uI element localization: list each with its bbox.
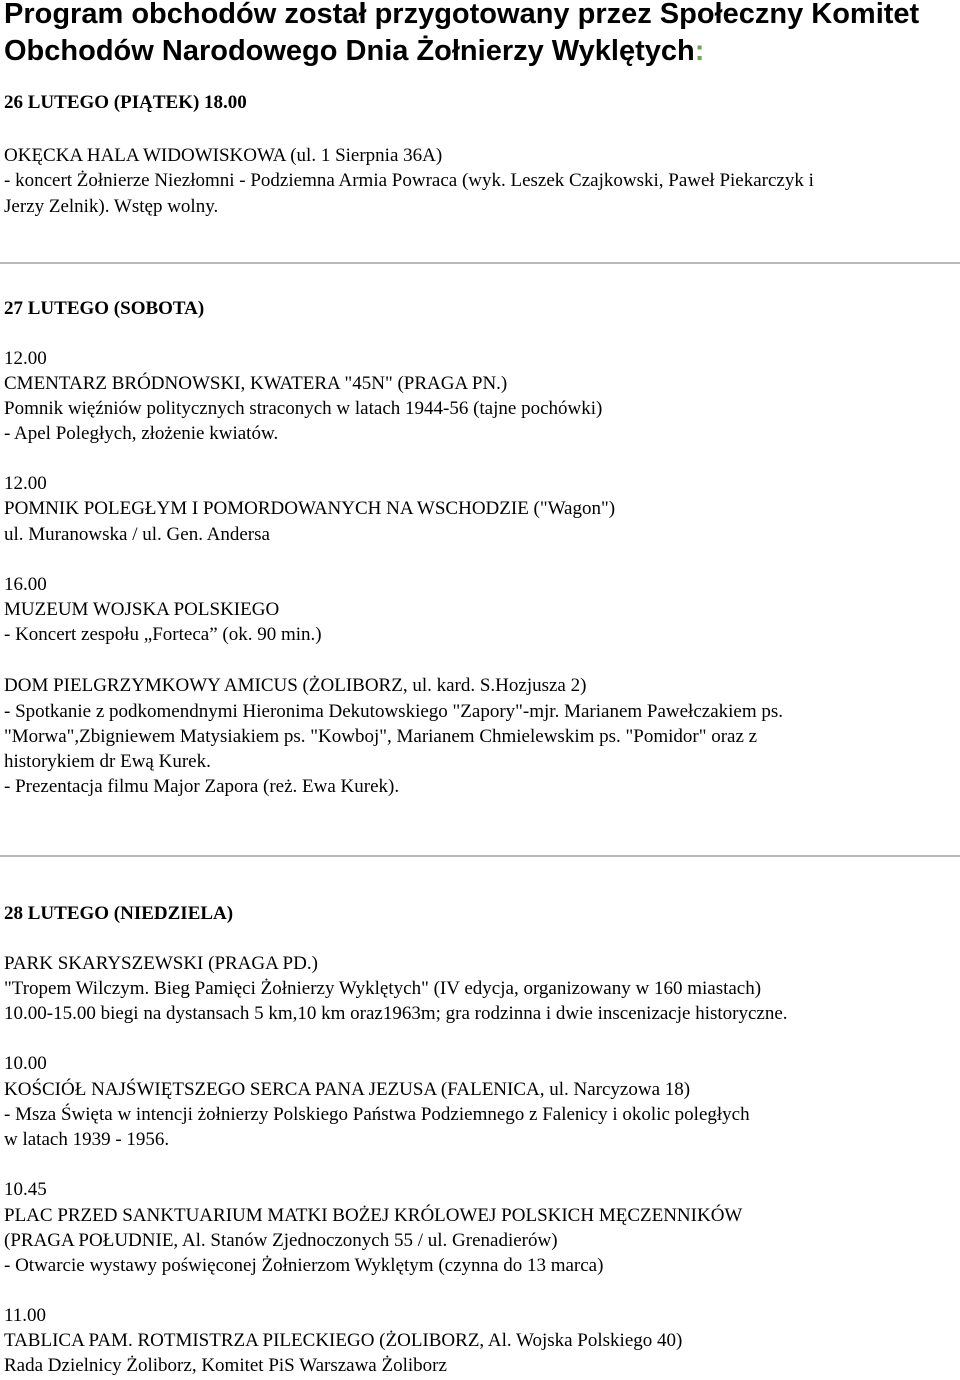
event-description-line: Pomnik więźniów politycznych straconych w latach 1944-56 (tajne pochówki) (4, 398, 603, 419)
event-description-line: - Koncert zespołu „Forteca” (ok. 90 min.) (4, 624, 322, 645)
title-colon: : (694, 35, 705, 67)
event-time: 16.00 (4, 574, 47, 595)
event-organizers: Rada Dzielnicy Żoliborz, Komitet PiS Warszawa Żoliborz (4, 1355, 447, 1376)
event-description-line: - Spotkanie z podkomendnymi Hieronima Dekutowskiego "Zapory"-mjr. Marianem Pawełczakiem ps. (4, 701, 784, 722)
day-heading-27-feb: 27 LUTEGO (SOBOTA) (4, 298, 205, 319)
day-heading-28-feb: 28 LUTEGO (NIEDZIELA) (4, 903, 234, 924)
event-description-line: - koncert Żołnierze Niezłomni - Podziemna Armia Powraca (wyk. Leszek Czajkowski, Paweł Piekarczyk i (4, 170, 814, 191)
page-title (4, 0, 954, 70)
event-description-line: - Msza Święta w intencji żołnierzy Polskiego Państwa Podziemnego z Falenicy i okolic poległych (4, 1104, 750, 1125)
event-description-line: Jerzy Zelnik). Wstęp wolny. (4, 196, 219, 217)
event-description-line: - Prezentacja filmu Major Zapora (reż. Ewa Kurek). (4, 776, 400, 797)
day-heading-26-feb: 26 LUTEGO (PIĄTEK) 18.00 (4, 92, 247, 113)
event-time: 11.00 (4, 1305, 47, 1326)
event-description-line: historykiem dr Ewą Kurek. (4, 751, 211, 772)
title-line-1: Program obchodów został przygotowany przez Społeczny Komitet (4, 0, 920, 30)
event-address: (PRAGA POŁUDNIE, Al. Stanów Zjednoczonych 55 / ul. Grenadierów) (4, 1230, 558, 1251)
event-time: 10.00 (4, 1053, 47, 1074)
section-divider (0, 855, 960, 857)
event-venue: KOŚCIÓŁ NAJŚWIĘTSZEGO SERCA PANA JEZUSA (FALENICA, ul. Narcyzowa 18) (4, 1079, 691, 1100)
event-description-line: - Otwarcie wystawy poświęconej Żołnierzom Wyklętym (czynna do 13 marca) (4, 1255, 604, 1276)
event-venue: POMNIK POLEGŁYM I POMORDOWANYCH NA WSCHODZIE ("Wagon") (4, 498, 616, 519)
event-description-line: w latach 1939 - 1956. (4, 1129, 170, 1150)
title-line-2-text: Obchodów Narodowego Dnia Żołnierzy Wyklętych (4, 35, 695, 67)
event-description-line: - Apel Poległych, złożenie kwiatów. (4, 423, 279, 444)
event-description-line: "Tropem Wilczym. Bieg Pamięci Żołnierzy Wyklętych" (IV edycja, organizowany w 160 miastach) (4, 978, 762, 999)
section-divider (0, 262, 960, 264)
event-description-line: 10.00-15.00 biegi na dystansach 5 km,10 km oraz1963m; gra rodzinna i dwie inscenizacje historyczne. (4, 1003, 788, 1024)
event-time: 10.45 (4, 1179, 47, 1200)
event-venue: DOM PIELGRZYMKOWY AMICUS (ŻOLIBORZ, ul. kard. S.Hozjusza 2) (4, 675, 587, 696)
event-description-line: "Morwa",Zbigniewem Matysiakiem ps. "Kowboj", Marianem Chmielewskim ps. "Pomidor" oraz z (4, 726, 758, 747)
event-time: 12.00 (4, 473, 47, 494)
event-venue: MUZEUM WOJSKA POLSKIEGO (4, 599, 280, 620)
event-address: ul. Muranowska / ul. Gen. Andersa (4, 524, 270, 545)
event-time: 12.00 (4, 348, 47, 369)
event-venue: PLAC PRZED SANKTUARIUM MATKI BOŻEJ KRÓLOWEJ POLSKICH MĘCZENNIKÓW (4, 1205, 743, 1226)
event-venue: PARK SKARYSZEWSKI (PRAGA PD.) (4, 953, 318, 974)
event-venue-okecka: OKĘCKA HALA WIDOWISKOWA (ul. 1 Sierpnia 36A) (4, 145, 443, 166)
event-venue: CMENTARZ BRÓDNOWSKI, KWATERA "45N" (PRAGA PN.) (4, 373, 508, 394)
title-line-2 (4, 33, 954, 70)
event-venue: TABLICA PAM. ROTMISTRZA PILECKIEGO (ŻOLIBORZ, Al. Wojska Polskiego 40) (4, 1330, 683, 1351)
